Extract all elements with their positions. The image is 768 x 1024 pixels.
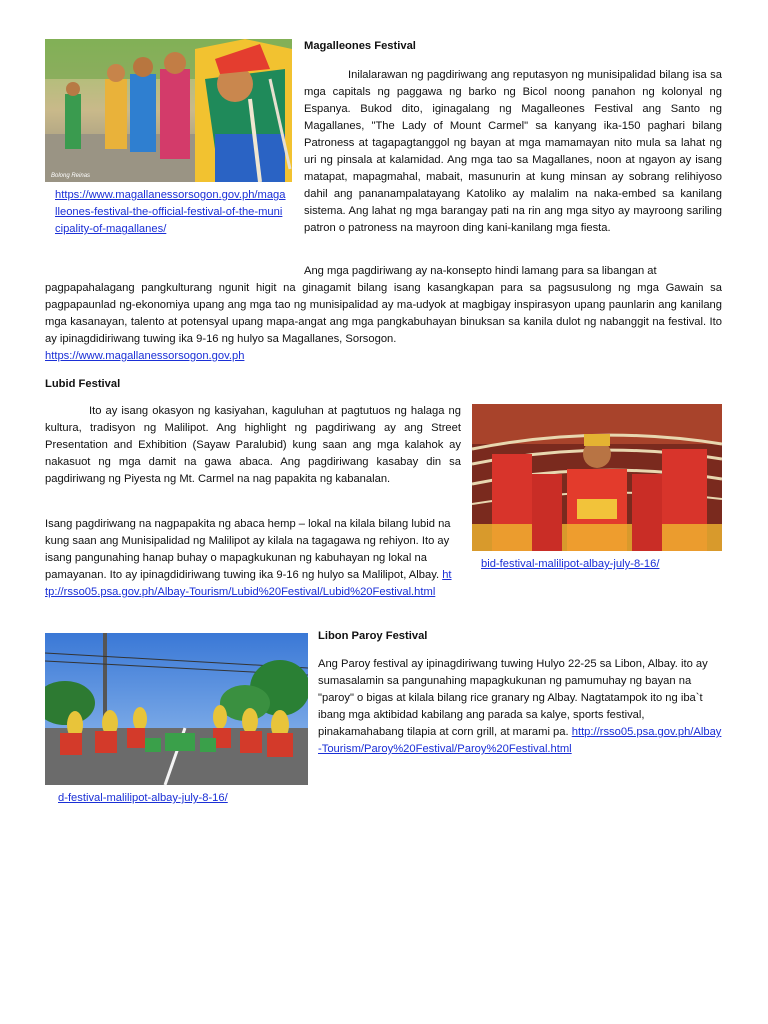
lubid-festival-photo [472, 404, 722, 551]
libon-paragraph-1 [318, 656, 722, 758]
magalleones-festival-photo [45, 39, 292, 182]
magalleones-paragraph-1 [304, 67, 722, 237]
magalleones-paragraph-2-first-line: Ang mga pagdiriwang ay na-konsepto hindi lamang para sa libangan at [304, 265, 657, 277]
lubid-paragraph-2 [45, 516, 453, 601]
libon-link[interactable]: http://rsso05.psa.gov.ph/Albay-Tourism/Paroy%20Festival/Paroy%20Festival.html [318, 726, 722, 755]
lubid-title: Lubid Festival [45, 378, 121, 390]
lubid-paragraph-1-text: Ito ay isang okasyon ng kasiyahan, kaguluhan at pagtutuos ng halaga ng kultura, tradisyon ng Malilipot. Ang highlight ng pagdiriwang ay ang Street Presentation and Exhibition (Sayaw Paralubid) kung saan ang mga kalahok ay nakasuot ng mga damit na gawa abaca. Ang pagdiriwang kasabay din sa pagdiriwang ng Piyesta ng Mt. Carmel na nag papakita ng kabanalan. [45, 405, 461, 485]
lubid-paragraph-1 [45, 403, 461, 488]
magalleones-paragraph-1-text: Inilalarawan ng pagdiriwang ang reputasyon ng munisipalidad bilang isa sa mga capitals ng paggawa ng barko ng Bicol noong panahon ng kolonyal ng Espanya. Bukod dito, iginagalang ng Magalleones Festival ang Santo ng Magallanes, "The Lady of Mount Carmel" sa kanyang ika-150 paghari bilang Patroness at tagapagtanggol ng bayan at mga mamamayan nito mula sa lahat ng uri ng pinsala at kalamidad. Ang mga tao sa Magallanes, noon at ngayon ay isang matapat, mapagmahal, mabait, masunurin at kung minsan ay sobrang relihiyoso dahil ang pananampalatayang Katoliko ay malalim na naka-embed sa kanilang sistema. Ang lahat ng mga barangay pati na rin ang mga sityo ay mayroong sariling patron o patroness na mayroon ding kani-kanilang mga fiesta. [304, 69, 722, 234]
paroy-festival-photo [45, 633, 308, 785]
photo-credit: Bolong Reinas [51, 173, 91, 179]
magalleones-paragraph-2-text: pagpapahalagang pangkulturang ngunit higit na ginagamit bilang isang kasangkapan para sa pagsusulong ng mga Gawain sa pagpapaunlad ng-ekonomiya upang ang mga tao ng munisipalidad ay ma-udyok at magbigay inspirasyon upang paunlarin ang kanilang mga kasanayan, talento at potensyal upang mapa-angat ang mga pangkabuhayan binuksan sa kanila dulot ng nabanggit na festival. Ito ay ipinagdidiriwang tuwing ika 9-16 ng hulyo sa Magallanes, Sorsogon. [45, 282, 722, 345]
lubid-paragraph-2-text: Isang pagdiriwang na nagpapakita ng abaca hemp – lokal na kilala bilang lubid na kung saan ang Munisipalidad ng Malilipot ay kilala na tagagawa ng rehiyon. Ito ay isang pangunahing hanap buhay o mapagkukunan ng kabuhayan ng lokal na pamayanan. Ito ay ipinagdidiriwang tuwing ika 9-16 ng hulyo sa Malilipot, Albay. [45, 518, 451, 581]
lubid-caption-link[interactable]: bid-festival-malilipot-albay-july-8-16/ [481, 558, 660, 570]
paroy-caption [58, 790, 228, 807]
lubid-link[interactable]: http://rsso05.psa.gov.ph/Albay-Tourism/Lubid%20Festival/Lubid%20Festival.html [45, 569, 452, 598]
libon-title: Libon Paroy Festival [318, 630, 428, 642]
magalleones-title: Magalleones Festival [304, 40, 416, 52]
magalleones-caption [55, 187, 287, 238]
magalleones-caption-link[interactable]: https://www.magallanessorsogon.gov.ph/magalleones-festival-the-official-festival-of-the-municipality-of-magallanes/ [55, 189, 286, 235]
paroy-caption-link[interactable]: d-festival-malilipot-albay-july-8-16/ [58, 792, 228, 804]
magalleones-paragraph-2-rest [45, 280, 722, 365]
libon-paragraph-1-text: Ang Paroy festival ay ipinagdiriwang tuwing Hulyo 22-25 sa Libon, Albay. ito ay sumasalamin sa pangunahing mapagkukunan ng pamumuhay ng bayan na "paroy" o bigas at kilala bilang rice granary ng Albay. Nagtatampok ito ng iba`t ibang mga aktibidad kabilang ang parada sa kalye, sports festival, pinakamahabang tilapia at corn grill, at marami pa. [318, 658, 708, 738]
lubid-caption [481, 556, 659, 573]
magalleones-link[interactable]: https://www.magallanessorsogon.gov.ph [45, 350, 245, 362]
